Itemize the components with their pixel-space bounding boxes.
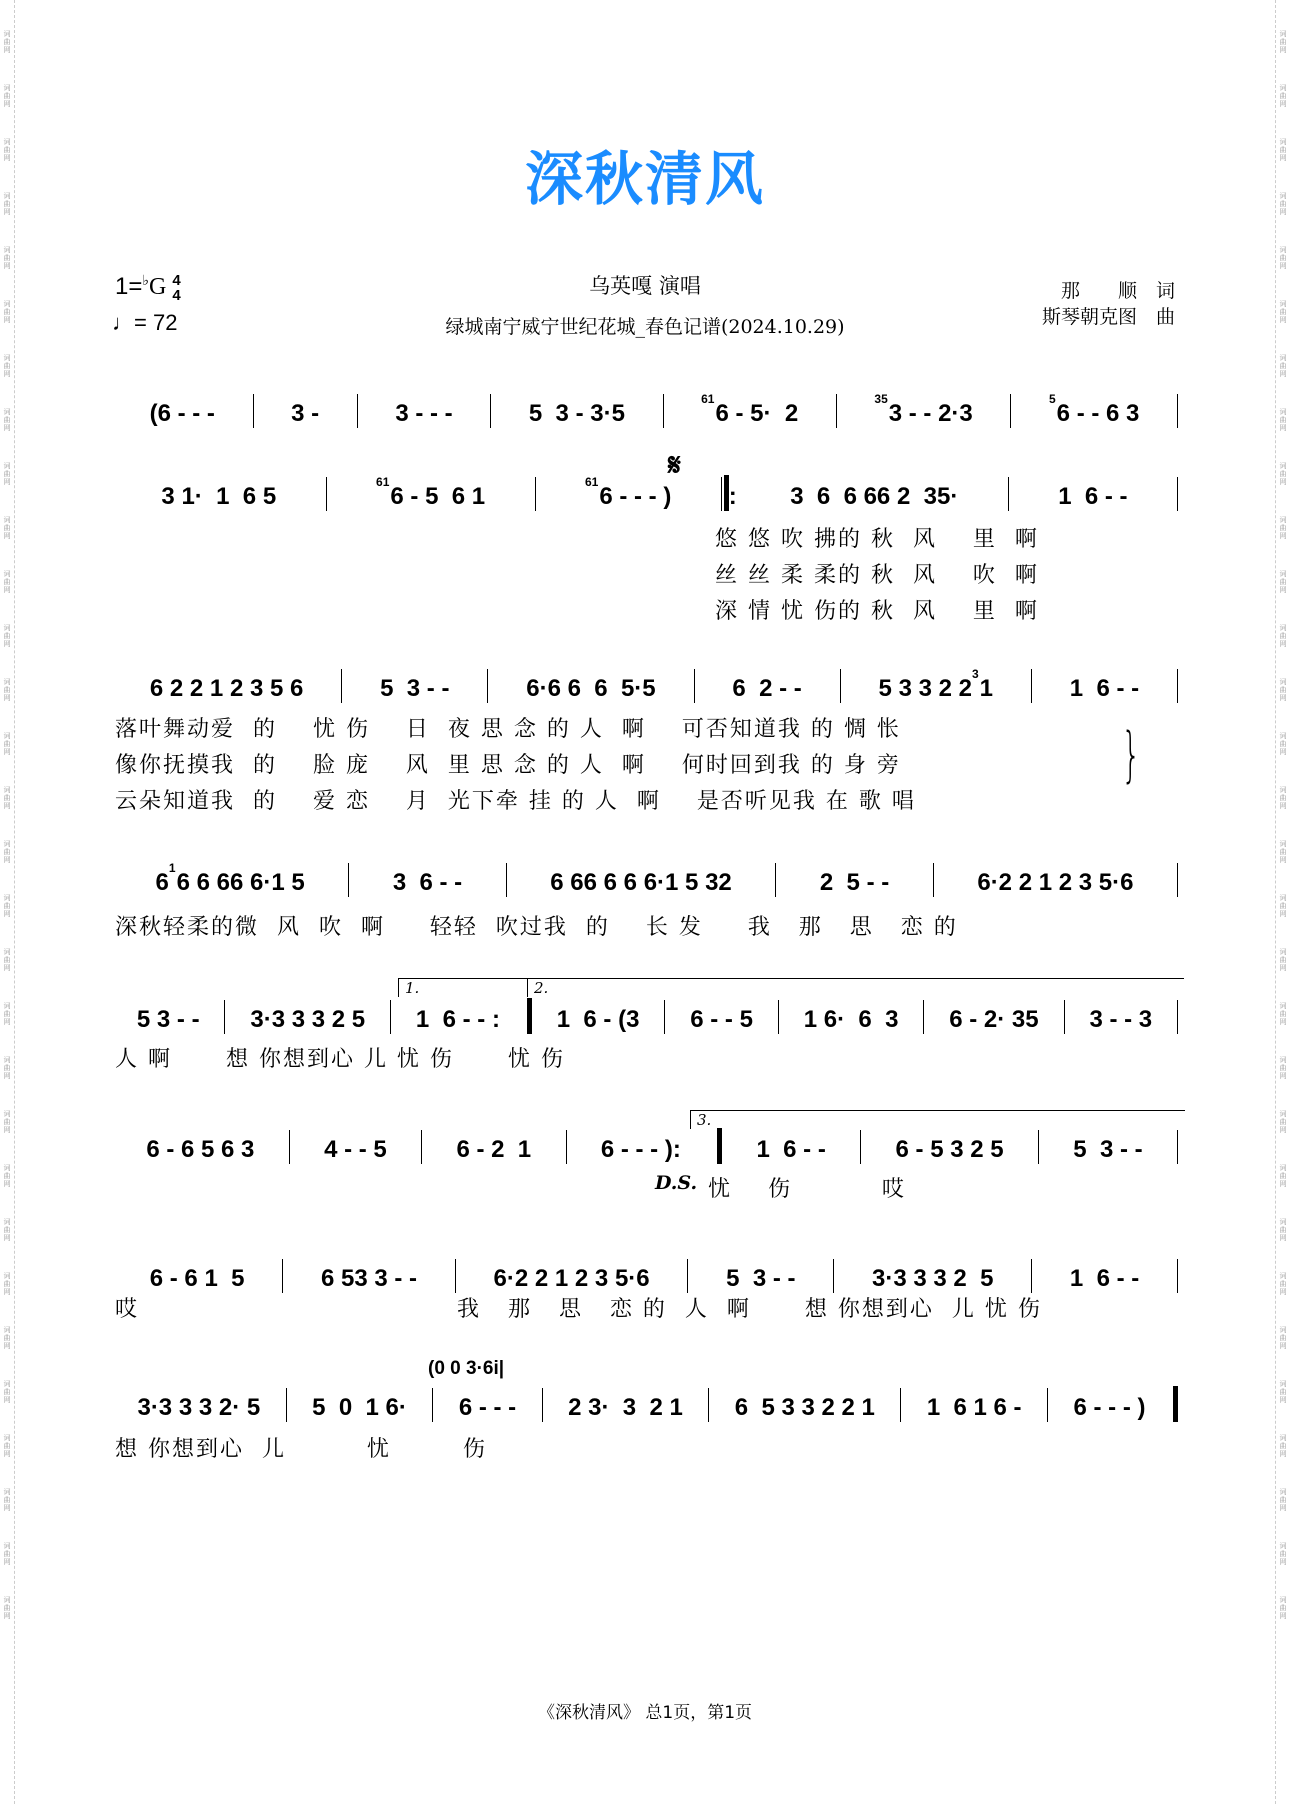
measure <box>456 1265 688 1293</box>
watermark-text: 词曲网 <box>3 948 11 972</box>
grace-note: 61 <box>701 392 715 406</box>
measure <box>112 675 341 703</box>
watermark-text: 词曲网 <box>3 354 11 378</box>
notes: 1 6· 6 3 <box>803 1006 899 1033</box>
notes: 3·3 3 3 2 5 <box>872 1265 994 1292</box>
grace-note: 1 <box>168 861 176 875</box>
score-row <box>112 1128 1178 1164</box>
measure <box>349 869 505 897</box>
measure <box>112 400 253 428</box>
notes: 2 5 - - <box>819 869 890 896</box>
key-signature: 1=♭G 4 4 <box>115 271 181 304</box>
watermark-text: 词曲网 <box>1279 408 1287 432</box>
notes: 6 66 6 6 6·1 5 32 <box>550 869 732 896</box>
watermark-text: 词曲网 <box>1279 84 1287 108</box>
watermark-text: 词曲网 <box>1279 786 1287 810</box>
measure <box>837 392 1011 428</box>
watermark-text: 词曲网 <box>3 84 11 108</box>
grace-note: 5 <box>1048 392 1056 406</box>
measure <box>1009 483 1177 511</box>
notes: 6 - - - <box>458 1394 517 1421</box>
notes: 1 6 - - <box>1069 1265 1140 1292</box>
grace-note: 61 <box>376 475 390 489</box>
watermark-text: 词曲网 <box>3 516 11 540</box>
measure <box>391 1006 525 1034</box>
notes: 6 - 5 3 2 5 <box>895 1136 1004 1163</box>
notes: 5 3 - 3·5 <box>528 400 625 427</box>
grace-note: 35 <box>874 392 888 406</box>
measure <box>254 400 357 428</box>
measure <box>507 869 776 897</box>
measure <box>722 1136 860 1164</box>
watermark-text: 词曲网 <box>3 1596 11 1620</box>
notes: 3 - - 2·3 <box>888 400 973 427</box>
time-signature: 4 4 <box>172 271 181 304</box>
measure <box>422 1136 565 1164</box>
volta-2: 2. <box>527 978 1184 997</box>
watermark-text: 词曲网 <box>1279 354 1287 378</box>
watermark-text: 词曲网 <box>3 570 11 594</box>
barline <box>1177 394 1178 428</box>
notes: (6 - - - <box>149 400 215 427</box>
composer: 斯琴朝克图 曲 <box>1041 306 1175 328</box>
measure <box>776 869 932 897</box>
lyric-r7a: 哎 <box>115 1297 140 1322</box>
lyric-r4: 深秋轻柔的微 风 吹 啊 轻轻 吹过我 的 长 发 我 那 思 恋 的 <box>115 915 958 940</box>
dal-segno: D.S. <box>655 1172 698 1194</box>
watermark-text: 词曲网 <box>1279 1380 1287 1404</box>
score-row <box>112 1386 1178 1422</box>
measure <box>934 869 1177 897</box>
measure <box>358 400 491 428</box>
notes: 6 - - 6 3 <box>1056 400 1140 427</box>
measure <box>112 1136 289 1164</box>
notes: 6·2 2 1 2 3 5·6 <box>493 1265 650 1292</box>
barline <box>1177 477 1178 511</box>
lyric-r2-v2: 丝 丝 柔 柔的 秋 风 吹 啊 <box>715 563 1039 588</box>
grace-note: 61 <box>584 475 599 489</box>
watermark-text: 词曲网 <box>1279 192 1287 216</box>
watermark-text: 词曲网 <box>3 192 11 216</box>
volta-3: 3. <box>690 1110 1185 1129</box>
notes: 1 6 - - <box>1058 483 1128 510</box>
notes: 3 6 - - <box>392 869 463 896</box>
measure <box>433 1394 541 1422</box>
measure <box>709 1394 900 1422</box>
notes: 6 - 5 6 1 <box>390 483 486 510</box>
measure <box>287 1394 433 1422</box>
watermark-text: 词曲网 <box>3 1110 11 1134</box>
notes: 6 2 2 1 2 3 5 6 <box>149 675 304 702</box>
notes: 3 6 6 66 2 35· <box>790 483 959 510</box>
notes: 3 1· 1 6 5 <box>161 483 277 510</box>
watermark-text: 词曲网 <box>3 1002 11 1026</box>
measure <box>688 1265 833 1293</box>
notes: 6 - 6 5 6 3 <box>146 1136 255 1163</box>
watermark-text: 词曲网 <box>3 300 11 324</box>
notes: 3 - <box>291 400 320 427</box>
notes: 5 3 3 2 2 <box>878 675 972 702</box>
measure <box>1011 392 1177 428</box>
tempo-marking: ♩= 72 <box>112 310 178 335</box>
notes: 1 6 - - <box>756 1136 826 1163</box>
measure <box>567 1136 716 1164</box>
notes: 5 3 - - <box>380 675 450 702</box>
watermark-text: 词曲网 <box>1279 1110 1287 1134</box>
barline <box>1177 863 1178 897</box>
measure <box>924 1006 1063 1034</box>
lyric-r3-v1: 落叶舞动爱 的 忧 伤 日 夜 思 念 的 人 啊 可否知道我 的 惆 怅 <box>115 717 901 742</box>
watermark-text: 词曲网 <box>1279 462 1287 486</box>
lyric-r7b: 我 那 思 恋 的 人 啊 想 你想到心 儿 忧 伤 <box>457 1297 1042 1322</box>
notes: 5 0 1 6· <box>312 1394 407 1421</box>
watermark-text: 词曲网 <box>1279 1488 1287 1512</box>
barline <box>1177 669 1178 703</box>
performer: 乌英嘎 演唱 <box>589 274 701 298</box>
barline <box>1177 1000 1178 1034</box>
measure <box>283 1265 455 1293</box>
measure <box>112 861 348 897</box>
measure <box>1065 1006 1177 1034</box>
notes: 6 2 - - <box>732 675 802 702</box>
watermark-text: 词曲网 <box>3 1326 11 1350</box>
measure <box>664 392 836 428</box>
verse-brace: } <box>1121 720 1141 790</box>
watermark-text: 词曲网 <box>1279 138 1287 162</box>
notes: 5 3 - - <box>726 1265 796 1292</box>
notes: 1 6 - - <box>1069 675 1140 702</box>
measure <box>491 400 662 428</box>
notes: 6·6 6 6 5·5 <box>526 675 656 702</box>
watermark-text: 词曲网 <box>1279 948 1287 972</box>
watermark-text: 词曲网 <box>3 246 11 270</box>
lyric-r5: 人 啊 想 你想到心 儿 忧 伤 忧 伤 <box>115 1047 565 1072</box>
measure <box>695 675 840 703</box>
page-footer: 《深秋清风》 总1页，第1页 <box>537 1703 753 1723</box>
watermark-text: 词曲网 <box>3 30 11 54</box>
measure <box>543 1394 709 1422</box>
watermark-text: 词曲网 <box>1279 1326 1287 1350</box>
notes: 6·2 2 1 2 3 5·6 <box>977 869 1134 896</box>
notes: 1 6 1 6 - <box>926 1394 1022 1421</box>
barline <box>721 477 722 511</box>
notes: 6 53 3 - - <box>320 1265 418 1292</box>
notes: 1 6 - - : <box>415 1006 500 1033</box>
measure <box>861 1136 1038 1164</box>
notes: 1 <box>979 675 994 702</box>
watermark-text: 词曲网 <box>3 138 11 162</box>
watermark-text: 词曲网 <box>1279 1434 1287 1458</box>
watermark-text: 词曲网 <box>3 894 11 918</box>
measure <box>1048 1394 1171 1422</box>
watermark-text: 词曲网 <box>1279 894 1287 918</box>
measure <box>841 667 1031 703</box>
lyric-r2-v1: 悠 悠 吹 拂的 秋 风 里 啊 <box>715 527 1039 552</box>
watermark-text: 词曲网 <box>1279 1272 1287 1296</box>
watermark-text: 词曲网 <box>3 1434 11 1458</box>
lyric-r6: 忧 伤 哎 <box>708 1177 906 1202</box>
watermark-text: 词曲网 <box>3 624 11 648</box>
notes: 4 - - 5 <box>324 1136 387 1163</box>
watermark-text: 词曲网 <box>3 1542 11 1566</box>
barline <box>1177 1259 1178 1293</box>
lyric-r8: 想 你想到心 儿 忧 伤 <box>115 1437 487 1462</box>
score-row <box>112 667 1178 703</box>
measure <box>779 1006 924 1034</box>
watermark-text: 词曲网 <box>3 678 11 702</box>
notes: 6 - - - ) <box>1073 1394 1146 1421</box>
notes: 6 - 2· 35 <box>949 1006 1039 1033</box>
watermark-text: 词曲网 <box>1279 1542 1287 1566</box>
notes: 6 - 6 1 5 <box>149 1265 245 1292</box>
measure <box>342 675 487 703</box>
watermark-text: 词曲网 <box>1279 516 1287 540</box>
watermark-text: 词曲网 <box>1279 840 1287 864</box>
score-row <box>112 861 1178 897</box>
watermark-text: 词曲网 <box>3 732 11 756</box>
notes: 6 - 2 1 <box>456 1136 532 1163</box>
score-row <box>112 1257 1178 1293</box>
watermark-text: 词曲网 <box>1279 1218 1287 1242</box>
watermark-text: 词曲网 <box>1279 732 1287 756</box>
watermark-text: 词曲网 <box>1279 300 1287 324</box>
lyric-r3-v2: 像你抚摸我 的 脸 庞 风 里 思 念 的 人 啊 何时回到我 的 身 旁 <box>115 753 901 778</box>
notes: 3·3 3 3 2 5 <box>250 1006 366 1033</box>
watermark-text: 词曲网 <box>3 1218 11 1242</box>
notes: 6 6 66 6·1 5 <box>176 869 305 896</box>
measure <box>536 475 721 511</box>
measure <box>665 1006 777 1034</box>
measure <box>112 1265 282 1293</box>
notes: 6 - - - ) <box>599 483 672 510</box>
watermark-text: 词曲网 <box>1279 1002 1287 1026</box>
watermark-text: 词曲网 <box>1279 624 1287 648</box>
measure <box>834 1265 1031 1293</box>
grace-note: 3 <box>971 667 979 681</box>
score-row <box>112 475 1178 511</box>
notes: 2 3· 3 2 1 <box>568 1394 683 1421</box>
watermark-text: 词曲网 <box>3 840 11 864</box>
notes: 6 5 3 3 2 2 1 <box>734 1394 875 1421</box>
notes: 6 <box>155 869 169 896</box>
watermark-text: 词曲网 <box>1279 246 1287 270</box>
measure <box>901 1394 1047 1422</box>
transcriber: 绿城南宁威宁世纪花城_春色记谱(2024.10.29) <box>445 316 845 338</box>
lyricist: 那 顺 词 <box>1060 280 1175 302</box>
segno-sign: 𝄋 <box>668 448 681 483</box>
watermark-text: 词曲网 <box>3 408 11 432</box>
watermark-text: 词曲网 <box>3 462 11 486</box>
measure <box>1032 675 1177 703</box>
measure <box>532 1006 665 1034</box>
repeat-dots: : <box>728 483 737 510</box>
notes: 6 - 5· 2 <box>715 400 799 427</box>
measure <box>741 483 1008 511</box>
notes: 3·3 3 3 2· 5 <box>137 1394 261 1421</box>
watermark-text: 词曲网 <box>1279 1164 1287 1188</box>
watermark-text: 词曲网 <box>3 1272 11 1296</box>
measure <box>112 1394 286 1422</box>
notes: 1 6 - (3 <box>556 1006 640 1033</box>
watermark-text: 词曲网 <box>3 786 11 810</box>
lyric-r2-v3: 深 情 忧 伤的 秋 风 里 啊 <box>715 599 1039 624</box>
notes: 6 - - - ): <box>600 1136 681 1163</box>
watermark-text: 词曲网 <box>1279 570 1287 594</box>
watermark-text: 词曲网 <box>3 1164 11 1188</box>
score-row <box>112 392 1178 428</box>
notes: 5 3 - - <box>1073 1136 1143 1163</box>
measure <box>488 675 693 703</box>
notes: 3 - - 3 <box>1089 1006 1153 1033</box>
watermark-text: 词曲网 <box>1279 1056 1287 1080</box>
measure <box>1032 1265 1177 1293</box>
volta-1: 1. <box>398 978 527 997</box>
measure <box>327 475 535 511</box>
watermark-text: 词曲网 <box>3 1488 11 1512</box>
watermark-text: 词曲网 <box>1279 30 1287 54</box>
measure <box>112 483 326 511</box>
watermark-text: 词曲网 <box>3 1056 11 1080</box>
score-row <box>112 998 1178 1034</box>
lyric-r3-v3: 云朵知道我 的 爱 恋 月 光下牵 挂 的 人 啊 是否听见我 在 歌 唱 <box>115 789 916 814</box>
watermark-text: 词曲网 <box>1279 1596 1287 1620</box>
measure <box>225 1006 390 1034</box>
watermark-text: 词曲网 <box>1279 678 1287 702</box>
barline <box>1177 1130 1178 1164</box>
notes: 6 - - 5 <box>690 1006 753 1033</box>
measure <box>1039 1136 1177 1164</box>
measure <box>290 1136 421 1164</box>
notes: 3 - - - <box>395 400 453 427</box>
notes: 5 3 - - <box>136 1006 200 1033</box>
double-barline <box>1173 1386 1178 1422</box>
measure <box>112 1006 224 1034</box>
song-title: 深秋清风 <box>524 145 765 213</box>
watermark-text: 词曲网 <box>3 1380 11 1404</box>
alt-pickup: (0 0 3·6i| <box>428 1358 505 1379</box>
